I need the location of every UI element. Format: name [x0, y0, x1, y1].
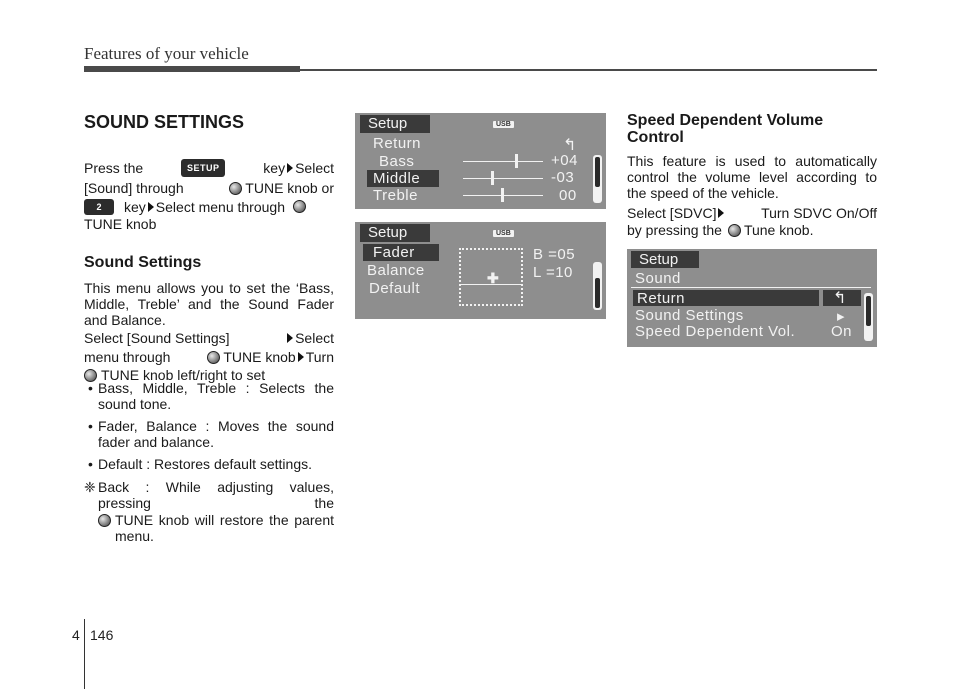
text: Press the: [84, 160, 144, 176]
text: Turn SDVC On/Off: [761, 205, 877, 221]
setup-tab: Setup: [360, 115, 430, 133]
paragraph-select-sound-settings: [84, 330, 334, 384]
chapter-number: 4: [72, 627, 80, 643]
menu-item-sound-settings[interactable]: Sound Settings: [635, 307, 744, 324]
slider-handle[interactable]: [491, 171, 494, 185]
paragraph-press-setup: [84, 160, 334, 232]
scrollbar[interactable]: [593, 155, 602, 203]
footer-divider: [84, 619, 85, 689]
return-icon: ↰: [563, 137, 577, 154]
sdvc-instructions: [627, 205, 877, 239]
note-mark-icon: ❈: [84, 479, 96, 495]
arrow-right-icon: [287, 333, 293, 343]
scrollbar[interactable]: [593, 262, 602, 310]
menu-item-fader[interactable]: Fader: [373, 244, 415, 261]
tune-knob-icon: [229, 182, 242, 195]
menu-item-return[interactable]: Return: [373, 135, 422, 152]
bullet-list: [88, 380, 334, 472]
text: TUNE knob will restore the parent menu.: [115, 512, 334, 544]
list-item: • Bass, Middle, Treble : Selects the sound tone.: [88, 380, 334, 412]
tune-knob-icon: [98, 514, 111, 527]
arrow-right-icon: [718, 208, 724, 218]
text: TUNE knob left/right to set: [101, 367, 266, 383]
header-rule: [300, 69, 877, 71]
tune-knob-icon: [728, 224, 741, 237]
sound-settings-screen: [355, 113, 606, 209]
arrow-right-icon: [287, 163, 293, 173]
chevron-right-icon: ▸: [837, 308, 846, 325]
text: Select [Sound Settings]: [84, 330, 230, 346]
bass-slider[interactable]: [463, 161, 543, 162]
scrollbar[interactable]: [864, 293, 873, 341]
bass-value: +04: [551, 152, 578, 169]
setup-tab: Setup: [360, 224, 430, 242]
text: TUNE knob or: [245, 179, 334, 196]
menu-item-speed-dependent-vol[interactable]: Speed Dependent Vol.: [635, 323, 796, 340]
menu-item-balance[interactable]: Balance: [367, 262, 425, 279]
page-number: 146: [90, 627, 114, 643]
fader-balance-screen: [355, 222, 606, 319]
menu-item-treble[interactable]: Treble: [373, 187, 418, 204]
paragraph-sound-settings: This menu allows you to set the ‘Bass, Middle, Treble’ and the Sound Fader and Balance.: [84, 280, 334, 328]
slider-handle[interactable]: [501, 188, 504, 202]
menu-title: Sound: [635, 270, 681, 287]
middle-slider[interactable]: [463, 178, 543, 179]
balance-value: B =05: [533, 246, 576, 263]
text: Select: [295, 330, 334, 346]
scrollbar-thumb[interactable]: [866, 296, 871, 326]
text: by pressing the: [627, 222, 722, 238]
text: key: [124, 198, 146, 215]
sound-menu-screen: [627, 249, 877, 347]
text: Select: [295, 160, 334, 176]
menu-item-middle[interactable]: Middle: [373, 170, 421, 187]
scrollbar-thumb[interactable]: [595, 278, 600, 308]
text: menu through: [84, 348, 171, 365]
text: TUNE knob: [84, 216, 157, 232]
usb-badge: USB: [493, 230, 514, 237]
menu-item-return[interactable]: Return: [637, 290, 686, 307]
header-bar: [84, 66, 300, 72]
middle-value: -03: [551, 169, 575, 186]
arrow-right-icon: [298, 352, 304, 362]
fader-value: L =10: [533, 264, 573, 281]
scrollbar-thumb[interactable]: [595, 157, 600, 187]
setup-tab: Setup: [631, 251, 699, 268]
slider-handle[interactable]: [515, 154, 518, 168]
sdvc-title: Speed Dependent Volume Control: [627, 112, 824, 146]
note: [84, 479, 334, 544]
tune-knob-icon: [207, 351, 220, 364]
text: Select menu through: [155, 198, 285, 215]
treble-value: 00: [559, 187, 577, 204]
text: Back : While adjusting values, pressing the: [98, 479, 334, 511]
setup-key-icon: SETUP: [181, 159, 226, 177]
header-title: Features of your vehicle: [84, 44, 249, 63]
key-2-icon: 2: [84, 199, 114, 215]
menu-item-bass[interactable]: Bass: [379, 153, 415, 170]
usb-badge: USB: [493, 121, 514, 128]
fader-balance-grid[interactable]: [459, 248, 523, 306]
sdvc-description: This feature is used to automatically control the volume level according to the speed of the vehicle.: [627, 153, 877, 201]
return-icon: ↰: [833, 290, 847, 307]
text: Select [SDVC]: [627, 205, 717, 221]
list-item: • Fader, Balance : Moves the sound fader and balance.: [88, 418, 334, 450]
list-item: • Default : Restores default settings.: [88, 456, 312, 472]
text: Turn: [305, 348, 334, 365]
subsection-title: Sound Settings: [84, 254, 202, 271]
menu-item-default[interactable]: Default: [369, 280, 421, 297]
text: TUNE knob: [223, 348, 296, 365]
position-marker-icon[interactable]: ✚: [487, 270, 499, 286]
arrow-right-icon: [148, 202, 154, 212]
sdv-value: On: [831, 323, 853, 340]
section-title: SOUND SETTINGS: [84, 112, 245, 132]
text: [Sound] through: [84, 179, 184, 196]
tune-knob-icon: [293, 200, 306, 213]
text: key: [263, 160, 286, 176]
text: Tune knob.: [743, 222, 814, 238]
